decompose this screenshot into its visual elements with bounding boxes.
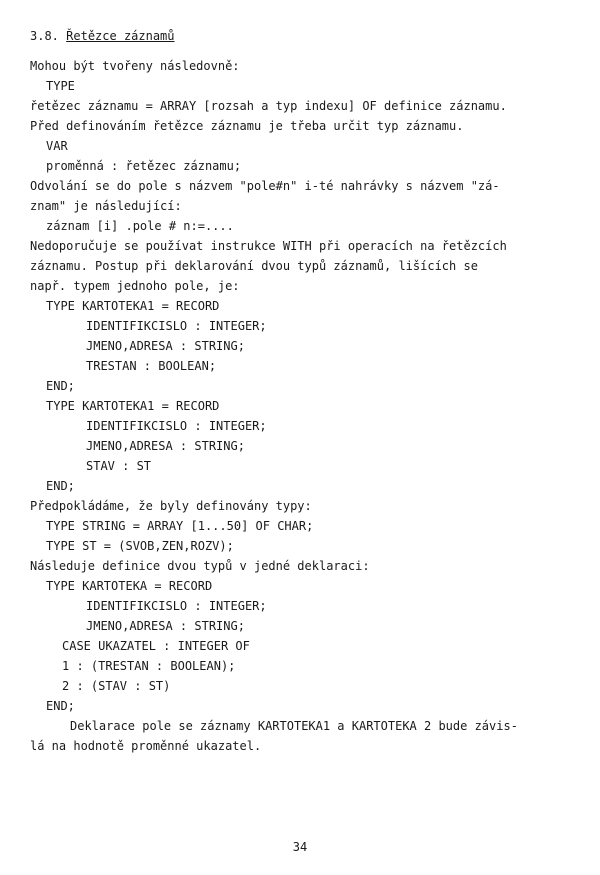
code-line: JMENO,ADRESA : STRING; bbox=[86, 339, 245, 353]
section-number: 3.8. bbox=[30, 29, 59, 43]
code-line: END; bbox=[46, 379, 75, 393]
code-line: END; bbox=[46, 479, 75, 493]
code-line: proměnná : řetězec záznamu; bbox=[46, 159, 242, 173]
text-line: Deklarace pole se záznamy KARTOTEKA1 a KARTOTEKA 2 bude závis- bbox=[70, 719, 518, 733]
code-line: 2 : (STAV : ST) bbox=[62, 679, 171, 693]
code-line: IDENTIFIKCISLO : INTEGER; bbox=[86, 319, 267, 333]
text-line: Před definováním řetězce záznamu je třeba určit typ záznamu. bbox=[30, 119, 464, 133]
text-line: znam" je následující: bbox=[30, 199, 182, 213]
code-line: TYPE bbox=[46, 79, 75, 93]
text-line: Předpokládáme, že byly definovány typy: bbox=[30, 499, 312, 513]
code-line: VAR bbox=[46, 139, 68, 153]
section-title: Řetězce záznamů bbox=[66, 29, 175, 43]
code-line: TYPE KARTOTEKA1 = RECORD bbox=[46, 299, 220, 313]
code-line: IDENTIFIKCISLO : INTEGER; bbox=[86, 419, 267, 433]
code-line: TYPE STRING = ARRAY [1...50] OF CHAR; bbox=[46, 519, 314, 533]
text-line: Odvolání se do pole s názvem "pole#n" i-té nahrávky s názvem "zá- bbox=[30, 179, 500, 193]
code-line: TYPE ST = (SVOB,ZEN,ROZV); bbox=[46, 539, 234, 553]
code-line: TYPE KARTOTEKA1 = RECORD bbox=[46, 399, 220, 413]
code-line: TRESTAN : BOOLEAN; bbox=[86, 359, 217, 373]
section-heading bbox=[30, 28, 175, 44]
code-line: STAV : ST bbox=[86, 459, 152, 473]
code-line: END; bbox=[46, 699, 75, 713]
page-number: 34 bbox=[292, 840, 308, 854]
code-line: JMENO,ADRESA : STRING; bbox=[86, 619, 245, 633]
text-line: lá na hodnotě proměnné ukazatel. bbox=[30, 739, 262, 753]
code-line: IDENTIFIKCISLO : INTEGER; bbox=[86, 599, 267, 613]
text-line: Mohou být tvořeny následovně: bbox=[30, 59, 240, 73]
code-line: TYPE KARTOTEKA = RECORD bbox=[46, 579, 213, 593]
text-line: Nedoporučuje se používat instrukce WITH při operacích na řetězcích bbox=[30, 239, 507, 253]
text-line: záznamu. Postup při deklarování dvou typů záznamů, lišících se bbox=[30, 259, 478, 273]
code-line: řetězec záznamu = ARRAY [rozsah a typ indexu] OF definice záznamu. bbox=[30, 99, 507, 113]
code-line: JMENO,ADRESA : STRING; bbox=[86, 439, 245, 453]
code-line: záznam [i] .pole # n:=.... bbox=[46, 219, 234, 233]
code-line: 1 : (TRESTAN : BOOLEAN); bbox=[62, 659, 236, 673]
text-line: např. typem jednoho pole, je: bbox=[30, 279, 240, 293]
code-line: CASE UKAZATEL : INTEGER OF bbox=[62, 639, 250, 653]
text-line: Následuje definice dvou typů v jedné deklaraci: bbox=[30, 559, 370, 573]
